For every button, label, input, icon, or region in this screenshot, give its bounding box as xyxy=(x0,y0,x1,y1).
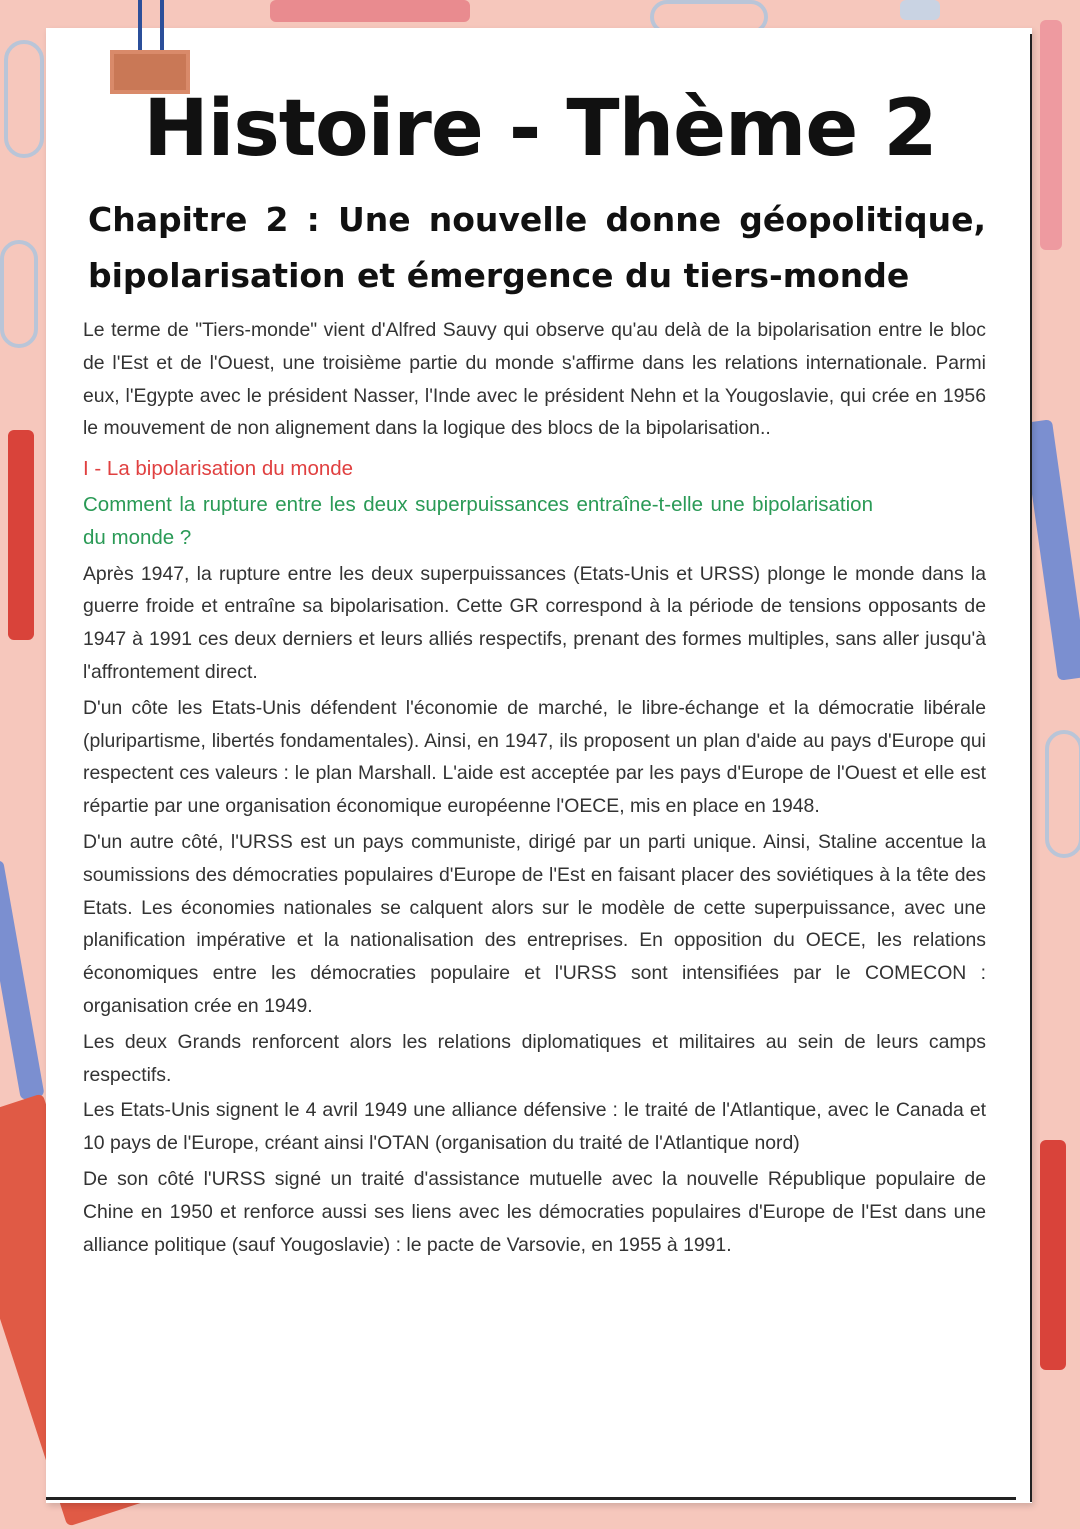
paragraph-4: Les deux Grands renforcent alors les relations diplomatiques et militaires au sein de leurs camps respectifs. xyxy=(83,1030,986,1086)
paragraph-1: Après 1947, la rupture entre les deux superpuissances (Etats-Unis et URSS) plonge le monde dans la guerre froide et entraîne sa bipolarisation. Cette GR correspond à la période de tensions opposants de 1947 à 1991 ces deux derniers et leurs alliés respectifs, prenant des formes multiples, sans aller jusqu'à l'affrontement direct. xyxy=(83,562,986,683)
section-question: Comment la rupture entre les deux superpuissances entraîne-t-elle une bipolarisation du monde ? xyxy=(83,492,873,549)
binder-clip-icon xyxy=(110,0,190,96)
pencil-decoration-top xyxy=(270,0,470,22)
page-title: Histoire - Thème 2 xyxy=(143,84,937,174)
intro-paragraph: Le terme de "Tiers-monde" vient d'Alfred Sauvy qui observe qu'au delà de la bipolarisation entre le bloc de l'Est et de l'Ouest, une troisième partie du monde s'affirme dans les relations internationale. Parmi eux, l'Egypte avec le président Nasser, l'Inde avec le président Nehn et la Yougoslavie, qui crée en 1956 le mouvement de non alignement dans la logique des blocs de la bipolarisation.. xyxy=(83,319,986,440)
paragraph-5: Les Etats-Unis signent le 4 avril 1949 une alliance défensive : le traité de l'Atlantique, avec le Canada et 10 pays de l'Europe, créant ainsi l'OTAN (organisation du traité de l'Atlantique nord) xyxy=(83,1099,986,1155)
pencil-decoration-top-right xyxy=(900,0,940,20)
pencil-decoration-left-mid xyxy=(0,860,45,1101)
paragraph-3: D'un autre côté, l'URSS est un pays communiste, dirigé par un parti unique. Ainsi, Staline accentue la soumissions des démocraties populaires d'Europe de l'Est en faisant placer des soviétiques à la tête des Etats. Les économies nationales se calquent alors sur le modèle de cette superpuissance, avec une planification impérative et la nationalisation des entreprises. En opposition du OECE, les relations économiques entre les démocraties populaire et l'URSS sont intensifiées par le COMECON : organisation crée en 1949. xyxy=(83,830,986,1017)
paragraph-2: D'un côte les Etats-Unis défendent l'économie de marché, le libre-échange et la démocratie libérale (pluripartisme, libertés fondamentales). Ainsi, en 1947, ils proposent un plan d'aide au pays d'Europe qui respectent ces valeurs : le plan Marshall. L'aide est acceptée par les pays d'Europe de l'Ouest et elle est répartie par une organisation économique européenne l'OECE, mis en place en 1948. xyxy=(83,696,986,818)
chapter-title: Chapitre 2 : Une nouvelle donne géopolitique, bipolarisation et émergence du tiers-monde xyxy=(88,200,986,295)
section-heading: I - La bipolarisation du monde xyxy=(83,457,354,481)
paragraph-6: De son côté l'URSS signé un traité d'assistance mutuelle avec la nouvelle République populaire de Chine en 1950 et renforce aussi ses liens avec les démocraties populaires d'Europe de l'Est dans une alliance politique (sauf Yougoslavie) : le pacte de Varsovie, en 1955 à 1991. xyxy=(83,1167,986,1256)
document-body xyxy=(83,314,986,1264)
paperclip-decoration-left-mid xyxy=(0,240,38,348)
paper-border-bottom xyxy=(46,1497,1016,1500)
pencil-decoration-left-top xyxy=(8,430,34,640)
paperclip-decoration-right-mid xyxy=(1045,730,1080,858)
pencil-decoration-right-bottom xyxy=(1040,1140,1066,1370)
paper-border-right xyxy=(1030,34,1032,1502)
